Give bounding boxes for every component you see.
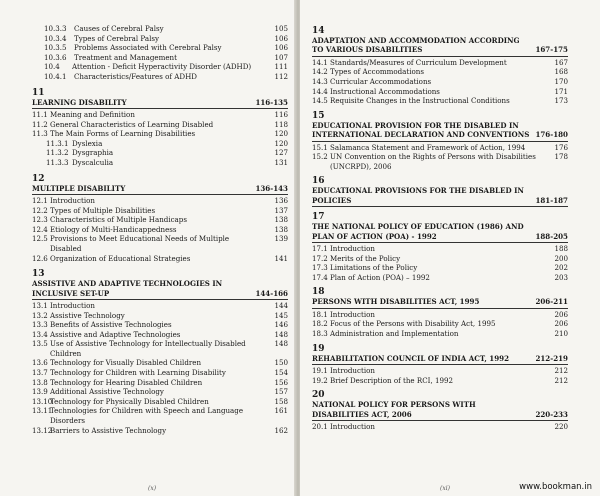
- entry-page: 144: [274, 300, 288, 310]
- chapter-heading: [32, 184, 288, 193]
- entry-page: 146: [274, 320, 288, 330]
- contents-entry: [312, 263, 568, 273]
- chapter-block: [312, 111, 568, 172]
- contents-entry: [32, 129, 288, 139]
- entry-number: 10.4: [44, 62, 60, 72]
- chapter-page-range: 220-233: [535, 409, 568, 419]
- contents-entry: [32, 387, 288, 397]
- entry-page: 136: [274, 195, 288, 205]
- left-page-folio: (x): [148, 485, 157, 492]
- entry-page: 139: [274, 234, 288, 244]
- contents-entry: [32, 378, 288, 388]
- entry-page: 156: [274, 377, 288, 387]
- entry-page: 158: [274, 396, 288, 406]
- chapter-page-range: 116-135: [255, 97, 288, 107]
- contents-entry: [32, 225, 288, 235]
- chapter-page-range: 176-180: [535, 130, 568, 140]
- entry-number: 13.2: [32, 310, 48, 320]
- contents-entry: [32, 301, 288, 311]
- entry-number: 20.1: [312, 421, 328, 431]
- entry-title: Technology for Hearing Disabled Children: [50, 377, 203, 387]
- chapter-block: [32, 174, 288, 264]
- entry-title: Introduction: [50, 300, 95, 310]
- contents-entry: [312, 87, 568, 97]
- chapter-heading: [312, 36, 568, 55]
- entry-title: Types of Cerebral Palsy: [74, 33, 160, 43]
- entry-page: 138: [274, 215, 288, 225]
- entry-page: 162: [274, 425, 288, 435]
- contents-entry: [32, 358, 288, 368]
- entry-number: 15.1: [312, 142, 328, 152]
- entry-number: 17.2: [312, 253, 328, 263]
- entry-number: 11.2: [32, 119, 48, 129]
- chapter-rule: [312, 364, 568, 365]
- entry-page: 112: [274, 71, 288, 81]
- right-contents-column: [312, 0, 568, 432]
- chapter-page-range: 188-205: [535, 231, 568, 241]
- entry-page: 212: [554, 375, 568, 385]
- contents-entry: [32, 426, 288, 436]
- entry-number: 13.8: [32, 377, 48, 387]
- chapter-heading: [32, 98, 288, 107]
- entry-number: 12.4: [32, 224, 48, 234]
- chapter-rule: [312, 308, 568, 309]
- entry-page: 131: [274, 157, 288, 167]
- entry-number: 17.3: [312, 263, 328, 273]
- entry-number: 14.2: [312, 67, 328, 77]
- entry-number: 11.3.2: [46, 148, 69, 158]
- entry-number: 14.3: [312, 77, 328, 86]
- entry-number: 18.2: [312, 319, 328, 329]
- entry-title: Types of Multiple Disabilities: [50, 205, 156, 215]
- entry-number: 12.3: [32, 215, 48, 225]
- chapter-rule: [312, 242, 568, 243]
- entry-number: 14.1: [312, 57, 328, 67]
- entry-number: 15.2: [312, 152, 328, 162]
- chapter-rule: [312, 141, 568, 142]
- chapter-block: [312, 287, 568, 338]
- chapter-page-range: 181-187: [535, 195, 568, 205]
- chapter-number: 14: [312, 26, 325, 36]
- chapter-number: 15: [312, 110, 325, 121]
- contents-entry: [32, 158, 288, 168]
- chapter-title: EDUCATIONAL PROVISION FOR THE DISABLED IN INTERNATIONAL DECLARATION AND CONVENTIONS: [312, 120, 530, 140]
- entry-title: Administration and Implementation: [330, 328, 459, 338]
- chapter-rule: [32, 194, 288, 195]
- contents-entry: [32, 196, 288, 206]
- entry-page: 111: [274, 62, 288, 72]
- entry-number: 13.1: [32, 300, 48, 310]
- entry-page: 210: [554, 328, 568, 338]
- entry-page: 118: [274, 119, 288, 129]
- entry-number: 14.5: [312, 96, 328, 106]
- entry-number: 10.3.4: [44, 33, 67, 43]
- entry-title: General Characteristics of Learning Disabled: [50, 119, 214, 129]
- chapter-number: 18: [312, 287, 325, 298]
- chapter-heading: [32, 279, 288, 298]
- entry-title: Curricular Accommodations: [330, 77, 432, 86]
- entry-title: Introduction: [330, 244, 375, 253]
- entry-number: 13.5: [32, 339, 48, 349]
- entry-title: Meaning and Definition: [50, 109, 135, 119]
- contents-entry: [32, 368, 288, 378]
- chapter-title: ADAPTATION AND ACCOMMODATION ACCORDING TO VARIOUS DISABILITIES: [312, 36, 520, 55]
- chapter-title: REHABILITATION COUNCIL OF INDIA ACT, 1992: [312, 353, 510, 363]
- right-page: [300, 0, 600, 496]
- entry-page: 106: [274, 43, 288, 53]
- entry-number: 17.1: [312, 244, 328, 253]
- entry-title: Treatment and Management: [74, 52, 177, 62]
- entry-number: 10.4.1: [44, 71, 67, 81]
- entry-page: 173: [554, 96, 568, 106]
- entry-number: 13.12: [32, 425, 53, 435]
- chapter-page-range: 206-211: [535, 297, 568, 307]
- entry-title: Technology for Physically Disabled Children: [50, 396, 209, 406]
- entry-title: Dyscalculia: [72, 157, 114, 167]
- chapter-heading: [312, 354, 568, 363]
- entry-page: 107: [274, 52, 288, 62]
- entry-page: 105: [274, 24, 288, 33]
- chapter-title: LEARNING DISABILITY: [32, 97, 127, 107]
- entry-title: Instructional Accommodations: [330, 86, 440, 96]
- chapter-rule: [312, 56, 568, 57]
- entry-page: 202: [554, 263, 568, 273]
- right-page-folio: (xi): [440, 485, 450, 492]
- chapter-number: 12: [32, 173, 45, 184]
- contents-entry: [32, 62, 288, 72]
- entry-page: 116: [274, 109, 288, 119]
- contents-entry: [32, 215, 288, 225]
- chapter-block: [32, 88, 288, 168]
- entry-title: Introduction: [50, 195, 95, 205]
- contents-entry: [32, 330, 288, 340]
- contents-entry: [312, 273, 568, 283]
- contents-entry: [32, 234, 288, 253]
- left-page: [0, 0, 296, 496]
- entry-number: 13.11: [32, 406, 53, 416]
- entry-page: 168: [554, 67, 568, 77]
- chapter-heading: [312, 121, 568, 140]
- entry-number: 13.10: [32, 396, 53, 406]
- chapter-number: 13: [32, 269, 45, 280]
- contents-entry: [312, 319, 568, 329]
- entry-title: Technologies for Children with Speech and Language Disorders: [50, 406, 244, 426]
- entry-number: 12.1: [32, 195, 48, 205]
- entry-page: 154: [274, 368, 288, 378]
- entry-title: Causes of Cerebral Palsy: [74, 24, 164, 33]
- contents-entry: [32, 406, 288, 425]
- chapter-block: [312, 212, 568, 282]
- entry-number: 13.7: [32, 368, 48, 378]
- contents-entry: [32, 254, 288, 264]
- entry-number: 18.1: [312, 309, 328, 319]
- entry-title: The Main Forms of Learning Disabilities: [50, 129, 196, 139]
- entry-page: 120: [274, 138, 288, 148]
- contents-entry: [312, 254, 568, 264]
- entry-page: 206: [554, 309, 568, 319]
- entry-number: 11.3.1: [46, 138, 69, 148]
- chapter-page-range: 144-166: [255, 288, 288, 298]
- chapter-page-range: 212-219: [535, 353, 568, 363]
- contents-entry: [32, 110, 288, 120]
- chapter-heading: [312, 222, 568, 241]
- chapter-number: 17: [312, 212, 325, 223]
- entry-title: Focus of the Persons with Disability Act, 1995: [330, 319, 496, 329]
- chapter-heading: [312, 400, 568, 419]
- contents-entry: [32, 72, 288, 82]
- entry-page: 161: [274, 406, 288, 416]
- entry-number: 12.5: [32, 234, 48, 244]
- entry-number: 14.4: [312, 86, 328, 96]
- contents-entry: [312, 67, 568, 77]
- chapter-title: THE NATIONAL POLICY OF EDUCATION (1986) AND PLAN OF ACTION (POA) - 1992: [312, 222, 524, 241]
- entry-page: 106: [274, 33, 288, 43]
- entry-title: Limitations of the Policy: [330, 263, 418, 273]
- chapter-block: [32, 269, 288, 435]
- entry-number: 10.3.3: [44, 24, 67, 33]
- entry-page: 200: [554, 253, 568, 263]
- contents-entry: [32, 120, 288, 130]
- entry-number: 10.3.5: [44, 43, 67, 53]
- entry-title: Provisions to Meet Educational Needs of Multiple Disabled: [50, 234, 230, 253]
- entry-title: Problems Associated with Cerebral Palsy: [74, 43, 222, 53]
- entry-number: 13.6: [32, 358, 48, 368]
- contents-entry: [312, 310, 568, 320]
- contents-entry: [32, 148, 288, 158]
- entry-page: 170: [554, 77, 568, 86]
- entry-title: Characteristics of Multiple Handicaps: [50, 215, 187, 225]
- entry-title: Assistive Technology: [50, 310, 125, 320]
- contents-entry: [312, 96, 568, 106]
- entry-number: 17.4: [312, 272, 328, 282]
- entry-number: 11.3.3: [46, 157, 69, 167]
- chapter-block: [312, 176, 568, 207]
- entry-page: 176: [554, 142, 568, 152]
- entry-title: Dysgraphia: [72, 148, 114, 158]
- entry-page: 145: [274, 310, 288, 320]
- contents-entry: [312, 143, 568, 153]
- contents-entry: [312, 58, 568, 68]
- entry-title: Standards/Measures of Curriculum Development: [330, 57, 507, 67]
- entry-title: Technology for Children with Learning Disability: [50, 368, 226, 378]
- entry-title: Introduction: [330, 421, 375, 431]
- contents-entry: [312, 422, 568, 432]
- entry-page: 157: [274, 387, 288, 397]
- contents-entry: [32, 320, 288, 330]
- entry-page: 220: [554, 421, 568, 431]
- entry-title: Assistive and Adaptive Technologies: [50, 329, 181, 339]
- entry-number: 10.3.6: [44, 52, 67, 62]
- entry-page: 148: [274, 339, 288, 349]
- chapter-page-range: 136-143: [255, 183, 288, 193]
- entry-title: Attention - Deficit Hyperactivity Disorder (ADHD): [72, 62, 252, 72]
- entry-title: Benefits of Assistive Technologies: [50, 320, 172, 330]
- entry-number: 12.6: [32, 253, 48, 263]
- entry-page: 127: [274, 148, 288, 158]
- entry-title: Introduction: [330, 365, 375, 375]
- entry-title: Additional Assistive Technology: [50, 387, 164, 397]
- entry-number: 11.1: [32, 109, 48, 119]
- contents-entry: [32, 34, 288, 44]
- contents-entry: [312, 329, 568, 339]
- contents-entry: [312, 152, 568, 171]
- left-contents-column: [32, 0, 288, 435]
- chapter-title: NATIONAL POLICY FOR PERSONS WITH DISABILITIES ACT, 2006: [312, 400, 476, 419]
- entry-number: 13.3: [32, 320, 48, 330]
- entry-title: Brief Description of the RCI, 1992: [330, 375, 454, 385]
- entry-number: 18.3: [312, 328, 328, 338]
- chapter-page-range: 167-175: [535, 45, 568, 55]
- chapter-title: ASSISTIVE AND ADAPTIVE TECHNOLOGIES IN INCLUSIVE SET-UP: [32, 279, 223, 298]
- contents-entry: [32, 43, 288, 53]
- entry-title: UN Convention on the Rights of Persons with Disabilities (UNCRPD), 2006: [330, 152, 536, 171]
- entry-title: Dyslexia: [72, 138, 103, 148]
- chapter-rule: [32, 299, 288, 300]
- entry-title: Use of Assistive Technology for Intellectually Disabled Children: [50, 339, 246, 358]
- chapter-title: EDUCATIONAL PROVISIONS FOR THE DISABLED IN POLICIES: [312, 186, 524, 205]
- entry-title: Etiology of Multi-Handicappedness: [50, 224, 177, 234]
- chapter-heading: [312, 186, 568, 205]
- contents-entry: [312, 366, 568, 376]
- entry-title: Introduction: [330, 309, 375, 319]
- chapter-number: 20: [312, 390, 325, 401]
- entry-page: 137: [274, 205, 288, 215]
- entry-page: 150: [274, 358, 288, 368]
- contents-entry: [32, 339, 288, 358]
- entry-page: 178: [554, 152, 568, 162]
- entry-page: 206: [554, 319, 568, 329]
- entry-number: 19.1: [312, 365, 328, 375]
- entry-page: 212: [554, 365, 568, 375]
- entry-number: 19.2: [312, 375, 328, 385]
- entry-page: 138: [274, 224, 288, 234]
- entry-number: 13.4: [32, 329, 48, 339]
- chapter-number: 19: [312, 343, 325, 354]
- contents-entry: [32, 53, 288, 63]
- chapter-block: [312, 344, 568, 386]
- chapter-number: 16: [312, 176, 325, 187]
- entry-title: Barriers to Assistive Technology: [50, 425, 167, 435]
- entry-title: Salamanca Statement and Framework of Action, 1994: [330, 142, 526, 152]
- entry-page: 203: [554, 272, 568, 282]
- chapter-rule: [312, 206, 568, 207]
- entry-page: 141: [274, 253, 288, 263]
- entry-number: 12.2: [32, 205, 48, 215]
- contents-entry: [312, 244, 568, 254]
- contents-entry: [32, 24, 288, 34]
- chapter-title: PERSONS WITH DISABILITIES ACT, 1995: [312, 297, 480, 307]
- watermark: www.bookman.in: [519, 482, 592, 492]
- contents-entry: [312, 77, 568, 87]
- entry-page: 171: [554, 86, 568, 96]
- chapter-rule: [32, 108, 288, 109]
- contents-entry: [32, 206, 288, 216]
- entry-page: 120: [274, 129, 288, 139]
- entry-page: 167: [554, 57, 568, 67]
- entry-title: Types of Accommodations: [330, 67, 424, 77]
- entry-title: Plan of Action (POA) – 1992: [330, 272, 430, 282]
- chapter-rule: [312, 420, 568, 421]
- chapter-title: MULTIPLE DISABILITY: [32, 183, 126, 193]
- entry-number: 13.9: [32, 387, 48, 397]
- entry-title: Merits of the Policy: [330, 253, 401, 263]
- contents-entry: [312, 376, 568, 386]
- chapter-block: [312, 390, 568, 431]
- chapter-block: [312, 26, 568, 106]
- entry-title: Organization of Educational Strategies: [50, 253, 191, 263]
- entry-title: Technology for Visually Disabled Children: [50, 358, 202, 368]
- contents-entry: [32, 397, 288, 407]
- entry-page: 148: [274, 329, 288, 339]
- chapter-number: 11: [32, 87, 45, 98]
- entry-title: Characteristics/Features of ADHD: [74, 71, 197, 81]
- chapter-heading: [312, 297, 568, 306]
- entry-page: 188: [554, 244, 568, 253]
- contents-entry: [32, 139, 288, 149]
- entry-title: Requisite Changes in the Instructional Conditions: [330, 96, 510, 106]
- entry-number: 11.3: [32, 129, 48, 139]
- contents-entry: [32, 311, 288, 321]
